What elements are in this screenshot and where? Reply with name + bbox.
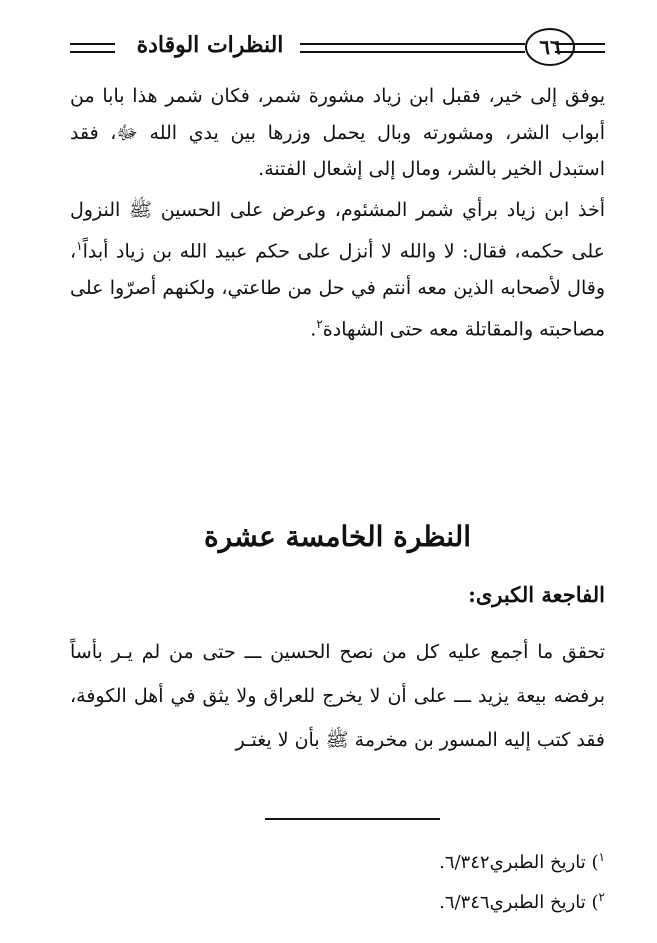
footnote-1-marker: ١ xyxy=(598,850,605,864)
paragraph-2-start: أخذ ابن زياد برأي شمر المشئوم، وعرض على الحسين ﷺ النزول على حكمه، فقال: لا والله لا أنزل على حكم عبيد الله بن زياد أبداً xyxy=(70,198,605,263)
footnote-ref-2: ٢ xyxy=(316,317,323,332)
paragraph-1: يوفق إلى خير، فقبل ابن زياد مشورة شمر، فكان شمر هذا بابا من أبواب الشر، ومشورته وبال يحمل وزرها بين يدي الله ﷻ، فقد استبدل الخير بالشر، ومال إلى إشعال الفتنة. xyxy=(70,85,605,180)
footnote-divider xyxy=(265,818,440,820)
header-rule-middle xyxy=(300,43,525,53)
section-title: النظرة الخامسة عشرة xyxy=(203,520,472,553)
footnote-1-text: ) تاريخ الطبري٦/٣٤٢. xyxy=(439,852,599,873)
running-title: النظرات الوقادة xyxy=(136,32,284,58)
section-paragraph: تحقق ما أجمع عليه كل من نصح الحسين ـــ حتى من لم يـر بأساً برفضه بيعة يزيد ـــ على أن لا يخرج للعراق ولا يثق في أهل الكوفة، فقد كتب إليه المسور بن مخرمة ﷺ بأن لا يغتـر xyxy=(70,641,605,751)
footnote-ref-1: ١ xyxy=(76,239,83,253)
subheading: الفاجعة الكبرى: xyxy=(468,582,605,607)
paragraph-2 xyxy=(70,192,605,349)
footnote-2-marker: ٢ xyxy=(598,890,605,904)
header-rule-left xyxy=(70,43,115,53)
footnotes-list xyxy=(70,840,605,920)
paragraph-2-end: . xyxy=(310,318,317,341)
page-header xyxy=(70,26,605,66)
paragraph-2-continued: ، وقال لأصحابه الذين معه أنتم في حل من طاعتي، ولكنهم أصرّوا على مصاحبته والمقاتلة معه حتى الشهادة xyxy=(70,240,605,341)
footnote-1 xyxy=(70,840,605,880)
page-number: ٦٦ xyxy=(525,28,575,66)
footnote-2-text: ) تاريخ الطبري٦/٣٤٦. xyxy=(439,892,599,913)
body-text xyxy=(70,78,605,352)
footnote-2 xyxy=(70,880,605,920)
